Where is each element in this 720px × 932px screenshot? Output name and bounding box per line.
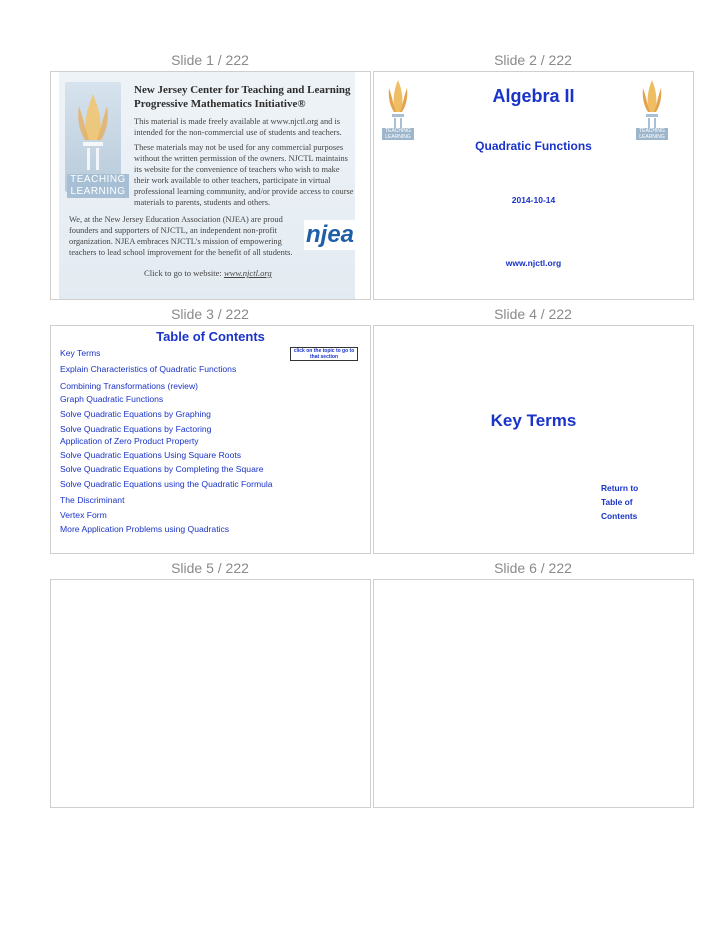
toc-instruction-note: click on the topic to go to that section (290, 347, 358, 361)
slide-3[interactable] (50, 325, 371, 554)
section-title: Key Terms (490, 411, 577, 430)
date-text: 2014-10-14 (511, 195, 556, 205)
njctl-logo-text: TEACHING LEARNING (67, 174, 129, 198)
toc-link-transformations[interactable]: Combining Transformations (review) (60, 381, 199, 391)
slide-1-label: Slide 1 / 222 (171, 52, 249, 68)
toc-link-quadratic-formula[interactable]: Solve Quadratic Equations using the Quadratic Formula (60, 479, 273, 489)
toc-link-zero-product[interactable]: Application of Zero Product Property (60, 436, 199, 446)
toc-link-graph[interactable]: Graph Quadratic Functions (60, 394, 164, 404)
slide-2-label: Slide 2 / 222 (494, 52, 572, 68)
title-line-1: New Jersey Center for Teaching and Learning (134, 84, 351, 96)
website-link-line[interactable] (144, 268, 272, 278)
slide-6[interactable] (373, 579, 694, 808)
toc-link-vertex-form[interactable]: Vertex Form (60, 510, 107, 520)
toc-title: Table of Contents (156, 329, 265, 344)
toc-link-square-roots[interactable]: Solve Quadratic Equations Using Square Roots (60, 450, 242, 460)
slide-6-label: Slide 6 / 222 (494, 560, 572, 576)
toc-link-factoring[interactable]: Solve Quadratic Equations by Factoring (60, 424, 212, 434)
availability-paragraph: This material is made freely available at www.njctl.org and is intended for the non-commercial use of students and teachers. (134, 117, 342, 137)
slide-5[interactable] (50, 579, 371, 808)
toc-link-characteristics[interactable]: Explain Characteristics of Quadratic Functions (60, 364, 237, 374)
toc-link-graphing[interactable]: Solve Quadratic Equations by Graphing (60, 409, 211, 419)
return-line-3: Contents (601, 511, 638, 521)
slide-5-label: Slide 5 / 222 (171, 560, 249, 576)
course-title: Algebra II (492, 86, 575, 106)
toc-link-completing-square[interactable]: Solve Quadratic Equations by Completing the Square (60, 464, 264, 474)
toc-link-discriminant[interactable]: The Discriminant (60, 495, 125, 505)
njctl-info-panel (59, 72, 355, 300)
slide-3-label: Slide 3 / 222 (171, 306, 249, 322)
slide-4[interactable] (373, 325, 694, 554)
njea-logo: njea (305, 221, 355, 248)
right-logo-text: TEACHING LEARNING (636, 128, 668, 140)
toc-link-applications[interactable]: More Application Problems using Quadratics (60, 524, 230, 534)
slide-4-label: Slide 4 / 222 (494, 306, 572, 322)
website-link[interactable]: www.njctl.org (223, 268, 272, 278)
permission-paragraph: These materials may not be used for any commercial purposes without the written permission of the owners. NJCTL maintains its website for the convenience of teachers who wish to make their work available to other teachers, participate in virtual professional learning community, and/or provide access to course materials to parents, students and others. (134, 143, 354, 207)
slide-1[interactable] (50, 71, 371, 300)
return-line-1: Return to (601, 483, 639, 493)
website-link-prefix: Click to go to website: (144, 268, 222, 278)
njctl-logo (65, 82, 126, 197)
left-logo-text: TEACHING LEARNING (382, 128, 414, 140)
njea-paragraph: We, at the New Jersey Education Association (NJEA) are proud founders and supporters of NJCTL, an independent non-profit organization. NJEA embraces NJCTL's mission of empowering teachers to lead school improvement for the benefit of all students. (69, 215, 293, 257)
unit-title: Quadratic Functions (475, 139, 592, 153)
slide-2[interactable] (373, 71, 694, 300)
toc-link-key-terms[interactable]: Key Terms (60, 348, 101, 358)
return-line-2: Table of (601, 497, 633, 507)
return-to-toc-link[interactable] (601, 481, 638, 523)
website-url[interactable]: www.njctl.org (505, 258, 562, 268)
title-line-2: Progressive Mathematics Initiative® (134, 98, 306, 110)
torch-icon (65, 82, 121, 172)
njctl-title (134, 83, 354, 111)
